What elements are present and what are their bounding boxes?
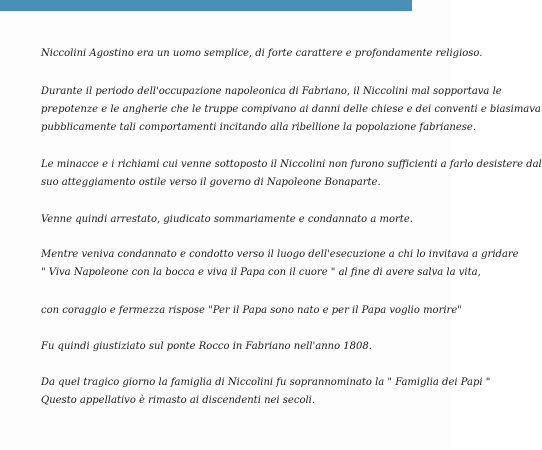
paragraph-4	[41, 211, 441, 229]
text-line: Venne quindi arrestato, giudicato sommariamente e condannato a morte.	[41, 214, 413, 225]
paragraph-8	[41, 374, 491, 410]
header-band	[0, 0, 412, 11]
text-line: suo atteggiamento ostile verso il governo di Napoleone Bonaparte.	[41, 177, 381, 188]
paragraph-1	[41, 45, 483, 63]
text-line: Niccolini Agostino era un uomo semplice, di forte carattere e profondamente religioso.	[41, 48, 483, 59]
text-line: Mentre veniva condannato e condotto verso il luogo dell'esecuzione a chi lo invitava a gridare	[41, 249, 519, 260]
text-line: Le minacce e i richiami cui venne sottoposto il Niccolini non furono sufficienti a farlo desistere dal	[41, 159, 542, 170]
text-line: con coraggio e fermezza rispose "Per il Papa sono nato e per il Papa voglio morire"	[41, 305, 462, 316]
text-line: " Viva Napoleone con la bocca e viva il Papa con il cuore " al fine di avere salva la vita,	[41, 267, 481, 278]
paragraph-3	[41, 156, 542, 192]
text-line: Durante il periodo dell'occupazione napoleonica di Fabriano, il Niccolini mal sopportava le	[41, 86, 502, 97]
paragraph-6	[41, 302, 462, 320]
text-line: prepotenze e le angherie che le truppe compivano ai danni delle chiese e dei conventi e biasimava	[41, 104, 541, 115]
text-line: pubblicamente tali comportamenti incitando alla ribellione la popolazione fabrianese.	[41, 122, 477, 133]
paragraph-2	[41, 83, 541, 137]
text-line: Fu quindi giustiziato sul ponte Rocco in Fabriano nell'anno 1808.	[41, 341, 372, 352]
paragraph-5	[41, 246, 519, 282]
text-line: Da quel tragico giorno la famiglia di Niccolini fu soprannominato la " Famiglia dei Papi "	[41, 377, 491, 388]
paragraph-7	[41, 338, 441, 356]
text-line: Questo appellativo è rimasto ai discendenti nei secoli.	[41, 395, 316, 406]
